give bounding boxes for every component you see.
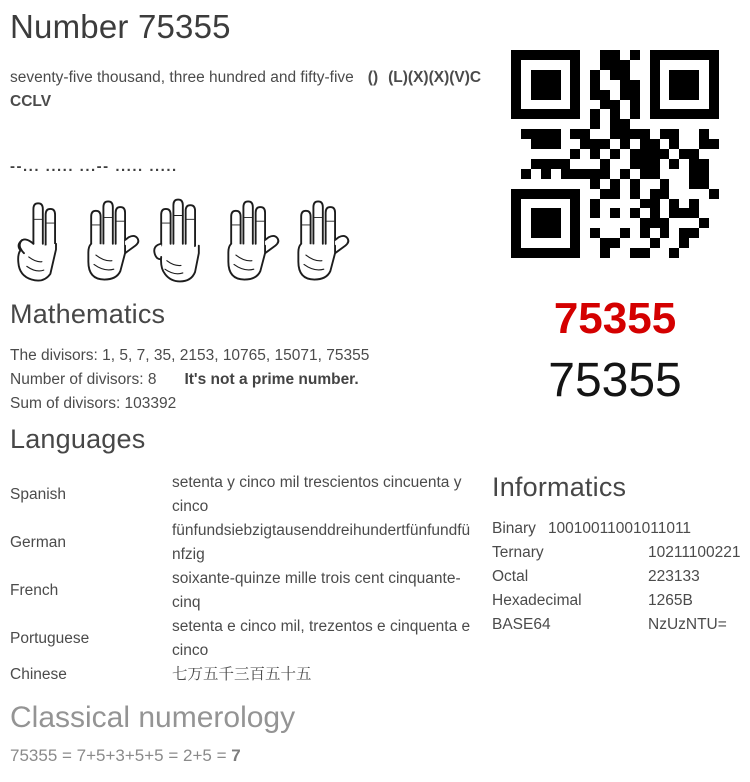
informatics-heading: Informatics <box>492 472 627 502</box>
informatics-label: Ternary <box>492 544 544 561</box>
number-in-words <box>10 66 482 114</box>
number-words-text: seventy-five thousand, three hundred and fifty-five <box>10 69 354 86</box>
mathematics-heading: Mathematics <box>10 299 166 329</box>
page-title: Number 75355 <box>10 8 231 45</box>
language-label: Spanish <box>10 486 67 503</box>
language-row-german <box>10 519 488 567</box>
informatics-section <box>492 472 744 637</box>
informatics-value: 10211100221 <box>648 544 741 561</box>
language-value: 七万五千三百五十五 <box>172 666 312 683</box>
sum-of-divisors-line: Sum of divisors: 103392 <box>10 395 177 412</box>
languages-heading: Languages <box>10 424 146 454</box>
informatics-label: Binary <box>492 520 536 537</box>
language-value: fünfundsiebzigtausenddreihundertfünfundfünfzig <box>172 522 471 563</box>
informatics-row-hexadecimal <box>492 589 744 613</box>
informatics-row-base64 <box>492 613 744 637</box>
languages-table <box>10 471 488 687</box>
informatics-row-binary <box>492 517 744 541</box>
morse-code-text: --... ..... ...-- ..... ..... <box>10 158 178 175</box>
language-row-spanish <box>10 471 488 519</box>
hand-sign-5-icon <box>288 194 352 286</box>
language-label: French <box>10 582 59 599</box>
language-row-chinese <box>10 663 488 687</box>
divisors-line: The divisors: 1, 5, 7, 35, 2153, 10765, 15071, 75355 <box>10 347 370 364</box>
number-roman-numeral: (L)(X)(X)(V)CCCLV <box>10 69 482 110</box>
language-value: setenta e cinco mil, trezentos e cinquenta e cinco <box>172 618 471 659</box>
informatics-row-octal <box>492 565 744 589</box>
prime-note: It's not a prime number. <box>184 371 359 388</box>
big-numbers <box>511 294 719 406</box>
informatics-value: NzUzNTU= <box>648 616 727 633</box>
numerology-formula: 75355 = 7+5+3+5+5 = 2+5 = 7 <box>10 746 241 765</box>
mathematics-section <box>10 299 488 416</box>
hand-sign-5-icon <box>218 194 282 286</box>
hand-sign-3-icon <box>148 194 212 286</box>
language-row-french <box>10 567 488 615</box>
number-parens: () <box>367 69 379 86</box>
numerology-heading: Classical numerology <box>10 701 296 734</box>
informatics-label: Hexadecimal <box>492 592 582 609</box>
divisor-count-line: Number of divisors: 8 It's not a prime number. <box>10 371 359 388</box>
language-value: setenta y cinco mil trescientos cincuenta y cinco <box>172 474 462 515</box>
language-label: Chinese <box>10 666 67 683</box>
informatics-label: Octal <box>492 568 529 585</box>
number-display-black: 75355 <box>548 354 682 407</box>
numerology-section <box>10 701 730 766</box>
informatics-value: 10010011001011011 <box>547 520 692 537</box>
informatics-row-ternary <box>492 541 744 565</box>
informatics-table <box>492 517 744 637</box>
hand-sign-7-icon <box>8 194 72 286</box>
qr-code <box>511 50 719 258</box>
informatics-value: 1265B <box>648 592 693 609</box>
language-value: soixante-quinze mille trois cent cinquante-cinq <box>172 570 461 611</box>
number-display-red: 75355 <box>553 294 677 343</box>
informatics-label: BASE64 <box>492 616 551 633</box>
hand-signs-row <box>8 194 352 286</box>
language-label: Portuguese <box>10 630 90 647</box>
language-label: German <box>10 534 66 551</box>
languages-section <box>10 424 488 687</box>
numerology-result: 7 <box>231 746 241 765</box>
informatics-value: 223133 <box>648 568 700 585</box>
hand-sign-5-icon <box>78 194 142 286</box>
language-row-portuguese <box>10 615 488 663</box>
